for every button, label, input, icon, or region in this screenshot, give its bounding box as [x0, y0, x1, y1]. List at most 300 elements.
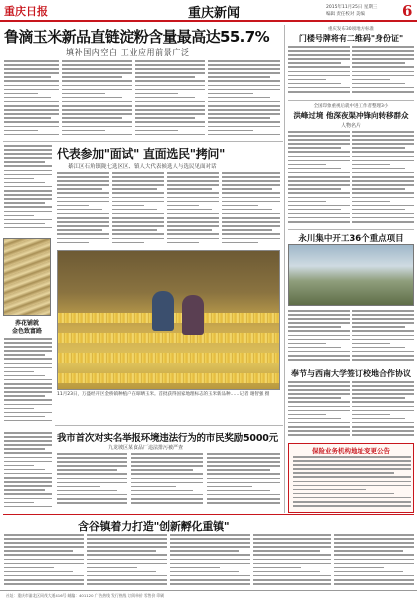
right-lower2-body-col2	[352, 381, 414, 439]
text-line	[208, 101, 280, 103]
text-line	[62, 68, 132, 70]
text-line	[112, 229, 157, 231]
text-line	[167, 225, 219, 227]
column-divider	[284, 25, 285, 513]
text-line	[4, 469, 45, 471]
text-line	[208, 109, 280, 111]
text-line	[288, 310, 350, 312]
text-line	[57, 486, 100, 488]
text-line	[222, 184, 280, 186]
text-line	[167, 209, 212, 211]
text-line	[112, 192, 164, 194]
text-line	[352, 322, 414, 324]
text-line	[288, 197, 350, 199]
text-line	[334, 567, 384, 569]
text-line	[334, 583, 414, 585]
text-line	[4, 72, 59, 74]
text-line	[352, 434, 414, 436]
text-line	[4, 194, 52, 196]
text-line	[4, 89, 59, 91]
text-line	[334, 559, 414, 561]
text-line	[334, 546, 414, 548]
text-line	[208, 80, 280, 82]
article-a-headline[interactable]: 鲁滴玉米新品直链淀粉含量最高达55.7%	[4, 28, 270, 46]
text-line	[208, 126, 280, 128]
text-line	[131, 461, 203, 463]
text-line	[87, 538, 167, 540]
text-line	[87, 546, 167, 548]
text-line	[293, 476, 411, 478]
text-line	[334, 550, 403, 552]
text-line	[352, 314, 414, 316]
text-line	[293, 481, 411, 483]
text-line	[352, 343, 390, 345]
right-lower-body-col2	[352, 310, 414, 364]
text-line	[293, 456, 411, 458]
text-line	[208, 130, 253, 132]
text-line	[352, 180, 414, 182]
text-line	[253, 559, 331, 561]
text-line	[253, 563, 331, 565]
text-line	[57, 229, 102, 231]
text-line	[57, 192, 109, 194]
article-b-body-col2	[112, 172, 164, 246]
notice-title[interactable]: 保险业务机构地址变更公告	[312, 447, 390, 455]
text-line	[288, 217, 350, 219]
center-photo	[57, 250, 280, 390]
text-line	[4, 161, 45, 163]
article-d-body-col5	[334, 534, 414, 588]
text-line	[288, 347, 341, 349]
text-line	[4, 408, 34, 410]
text-line	[4, 477, 52, 479]
text-line	[352, 58, 414, 60]
text-line	[112, 176, 164, 178]
text-line	[288, 330, 350, 332]
text-line	[62, 64, 132, 66]
text-line	[135, 109, 205, 111]
text-line	[352, 347, 405, 349]
divider	[3, 141, 283, 142]
divider	[3, 514, 414, 515]
text-line	[4, 198, 52, 200]
text-line	[112, 238, 164, 240]
text-line	[352, 54, 414, 56]
text-line	[170, 538, 250, 540]
text-line	[57, 453, 127, 455]
text-line	[170, 575, 250, 577]
text-line	[334, 542, 414, 544]
article-b-body-col3	[167, 172, 219, 246]
text-line	[4, 436, 52, 438]
text-line	[4, 399, 52, 401]
text-line	[293, 485, 411, 487]
text-line	[253, 571, 320, 573]
text-line	[4, 367, 52, 369]
text-line	[112, 197, 164, 199]
text-line	[62, 93, 105, 95]
text-line	[288, 393, 350, 395]
text-line	[4, 404, 52, 406]
text-line	[288, 192, 350, 194]
text-line	[208, 134, 280, 136]
masthead	[0, 0, 417, 22]
text-line	[112, 205, 144, 207]
left-column-body	[4, 432, 52, 510]
article-d-headline[interactable]: 含谷镇着力打造"创新孵化重镇"	[78, 520, 230, 533]
text-line	[62, 72, 132, 74]
text-line	[4, 97, 51, 99]
text-line	[57, 490, 117, 492]
article-d-body-col4	[253, 534, 331, 588]
article-a-body-col1	[4, 60, 59, 138]
text-line	[293, 460, 411, 462]
text-line	[352, 131, 414, 133]
text-line	[288, 209, 341, 211]
text-line	[222, 242, 258, 244]
text-line	[4, 80, 59, 82]
text-line	[170, 559, 250, 561]
text-line	[4, 563, 84, 565]
text-line	[4, 538, 84, 540]
text-line	[352, 401, 414, 403]
text-line	[170, 583, 250, 585]
text-line	[334, 579, 414, 581]
text-line	[4, 534, 84, 536]
text-line	[208, 72, 280, 74]
text-line	[4, 215, 34, 217]
text-line	[87, 563, 167, 565]
text-line	[334, 554, 414, 556]
text-line	[207, 478, 280, 480]
text-line	[135, 130, 178, 132]
text-line	[207, 453, 280, 455]
text-line	[57, 478, 127, 480]
text-line	[87, 575, 167, 577]
text-line	[352, 135, 414, 137]
text-line	[170, 534, 250, 536]
text-line	[4, 202, 45, 204]
text-line	[288, 160, 350, 162]
article-c-body-col2	[131, 453, 203, 510]
divider	[55, 425, 283, 426]
left-column-body	[4, 338, 52, 428]
text-line	[207, 473, 280, 475]
text-line	[170, 571, 239, 573]
text-line	[57, 184, 109, 186]
text-line	[352, 426, 414, 428]
text-line	[288, 318, 350, 320]
text-line	[352, 205, 414, 207]
text-line	[288, 172, 350, 174]
text-line	[57, 502, 127, 504]
text-line	[352, 50, 414, 52]
text-line	[352, 168, 405, 170]
text-line	[4, 68, 59, 70]
article-d-body-col3	[170, 534, 250, 588]
text-line	[352, 151, 414, 153]
text-line	[170, 546, 250, 548]
text-line	[4, 64, 59, 66]
article-c-deck: 九龙坡区某食品厂违法排污被严查	[108, 445, 184, 451]
article-b-headline[interactable]: 代表参加"面试" 直面选民"拷问"	[57, 147, 226, 161]
text-line	[62, 105, 132, 107]
text-line	[352, 397, 405, 399]
text-line	[352, 410, 414, 412]
article-c-body-col3	[207, 453, 280, 510]
center-photo-caption: 11月23日，万盛经开区金桥镇种植户在晾晒玉米。首批获得国家地理标志的玉米新品种……记者 谢智强 摄	[57, 392, 270, 397]
text-line	[4, 412, 52, 414]
text-line	[334, 563, 414, 565]
text-line	[135, 68, 205, 70]
text-line	[222, 205, 258, 207]
article-d-body-col1	[4, 534, 84, 588]
text-line	[352, 192, 414, 194]
text-line	[87, 583, 167, 585]
text-line	[57, 498, 127, 500]
text-line	[135, 113, 205, 115]
divider	[288, 100, 414, 101]
right-mid-body-col1	[288, 131, 350, 227]
text-line	[207, 482, 280, 484]
text-line	[4, 391, 52, 393]
right-lower2-body-col1	[288, 381, 350, 439]
text-line	[288, 87, 350, 89]
text-line	[208, 64, 280, 66]
text-line	[62, 97, 122, 99]
text-line	[112, 188, 157, 190]
text-line	[208, 97, 270, 99]
text-line	[288, 66, 350, 68]
text-line	[288, 401, 350, 403]
text-line	[87, 579, 167, 581]
text-line	[288, 83, 341, 85]
text-line	[4, 383, 52, 385]
text-line	[4, 559, 84, 561]
text-line	[167, 221, 219, 223]
text-line	[57, 213, 109, 215]
text-line	[57, 233, 109, 235]
text-line	[222, 229, 272, 231]
text-line	[352, 389, 414, 391]
text-line	[288, 201, 326, 203]
text-line	[293, 505, 411, 507]
text-line	[131, 502, 203, 504]
text-line	[222, 233, 280, 235]
text-line	[167, 201, 219, 203]
text-line	[207, 494, 280, 496]
right-top-body-col2	[352, 46, 414, 98]
text-line	[167, 233, 219, 235]
issue-date: 2015年11月25日 星期三	[326, 5, 378, 10]
text-line	[4, 346, 52, 348]
text-line	[4, 157, 52, 159]
right-top-title[interactable]: 门楼号牌将有二维码"身份证"	[298, 34, 404, 43]
text-line	[208, 85, 280, 87]
text-line	[4, 149, 52, 151]
article-a-body-col3	[135, 60, 205, 138]
text-line	[334, 571, 403, 573]
text-line	[131, 478, 203, 480]
text-line	[288, 188, 341, 190]
text-line	[352, 62, 405, 64]
text-line	[352, 184, 414, 186]
text-line	[288, 426, 350, 428]
text-line	[352, 143, 414, 145]
text-line	[57, 176, 109, 178]
text-line	[293, 468, 411, 470]
right-lower-headline[interactable]: 永川集中开工36个重点项目	[298, 234, 404, 244]
text-line	[208, 121, 280, 123]
right-mid-title[interactable]: 洪峰过境 他深夜渠冲锋向转移群众	[293, 111, 409, 120]
left-column-body	[4, 145, 52, 235]
text-line	[4, 448, 45, 450]
text-line	[334, 538, 414, 540]
text-line	[135, 105, 205, 107]
text-line	[4, 358, 52, 360]
text-line	[288, 406, 350, 408]
text-line	[288, 351, 350, 353]
text-line	[4, 109, 59, 111]
text-line	[288, 46, 350, 48]
text-line	[4, 457, 52, 459]
notice-box	[288, 443, 414, 513]
text-line	[352, 418, 405, 420]
text-line	[4, 452, 52, 454]
article-c-headline[interactable]: 我市首次对实名举报环境违法行为的市民奖励5000元	[57, 433, 278, 444]
text-line	[167, 192, 219, 194]
text-line	[135, 117, 195, 119]
text-line	[170, 563, 250, 565]
text-line	[57, 205, 89, 207]
text-line	[288, 414, 326, 416]
text-line	[208, 76, 270, 78]
article-a-body-col2	[62, 60, 132, 138]
text-line	[131, 457, 203, 459]
text-line	[208, 93, 253, 95]
text-line	[288, 339, 350, 341]
text-line	[208, 113, 280, 115]
text-line	[352, 430, 414, 432]
text-line	[4, 60, 59, 62]
text-line	[112, 172, 164, 174]
text-line	[4, 554, 84, 556]
text-line	[208, 60, 280, 62]
right-lower-body-col1	[288, 310, 350, 364]
text-line	[288, 335, 350, 337]
text-line	[352, 414, 390, 416]
text-line	[170, 579, 250, 581]
text-line	[87, 571, 156, 573]
text-line	[62, 113, 132, 115]
text-line	[352, 160, 414, 162]
article-a-body-col4	[208, 60, 280, 138]
text-line	[4, 178, 34, 180]
text-line	[112, 201, 164, 203]
text-line	[253, 579, 331, 581]
text-line	[4, 444, 52, 446]
text-line	[4, 432, 52, 434]
text-line	[4, 85, 59, 87]
article-d-body-col2	[87, 534, 167, 588]
right-lower2-headline[interactable]: 奉节与西南大学签订校地合作协议	[291, 369, 411, 378]
text-line	[352, 188, 405, 190]
text-line	[288, 397, 341, 399]
text-line	[222, 197, 280, 199]
text-line	[352, 164, 390, 166]
text-line	[4, 567, 54, 569]
text-line	[4, 416, 45, 418]
text-line	[135, 72, 205, 74]
text-line	[222, 238, 280, 240]
text-line	[112, 217, 164, 219]
text-line	[352, 385, 414, 387]
text-line	[253, 546, 331, 548]
section-title: 重庆新闻	[188, 6, 241, 21]
text-line	[62, 89, 132, 91]
text-line	[288, 62, 341, 64]
text-line	[112, 242, 144, 244]
text-line	[87, 550, 156, 552]
text-line	[4, 485, 52, 487]
text-line	[4, 223, 45, 225]
text-line	[4, 583, 84, 585]
text-line	[62, 134, 132, 136]
text-line	[222, 221, 280, 223]
text-line	[207, 502, 280, 504]
text-line	[352, 217, 414, 219]
text-line	[222, 217, 280, 219]
text-line	[57, 494, 127, 496]
text-line	[288, 221, 350, 223]
text-line	[352, 87, 414, 89]
text-line	[4, 371, 34, 373]
text-line	[288, 50, 350, 52]
text-line	[4, 134, 59, 136]
text-line	[57, 238, 109, 240]
left-photo-caption: 金色致富路	[11, 328, 42, 335]
text-line	[135, 126, 205, 128]
text-line	[352, 339, 414, 341]
text-line	[4, 165, 52, 167]
text-line	[167, 205, 199, 207]
newspaper-logo: 重庆日报	[4, 5, 48, 18]
text-line	[4, 506, 52, 508]
text-line	[352, 393, 414, 395]
text-line	[87, 534, 167, 536]
text-line	[167, 229, 212, 231]
text-line	[207, 465, 280, 467]
text-line	[207, 461, 280, 463]
text-line	[288, 322, 350, 324]
text-line	[288, 75, 350, 77]
text-line	[4, 575, 84, 577]
text-line	[57, 242, 89, 244]
text-line	[288, 410, 350, 412]
text-line	[62, 101, 132, 103]
text-line	[288, 131, 350, 133]
text-line	[288, 326, 341, 328]
text-line	[4, 342, 52, 344]
text-line	[208, 105, 280, 107]
text-line	[135, 93, 178, 95]
text-line	[288, 213, 350, 215]
text-line	[4, 375, 45, 377]
text-line	[288, 143, 350, 145]
text-line	[4, 579, 84, 581]
text-line	[352, 197, 414, 199]
text-line	[352, 66, 414, 68]
